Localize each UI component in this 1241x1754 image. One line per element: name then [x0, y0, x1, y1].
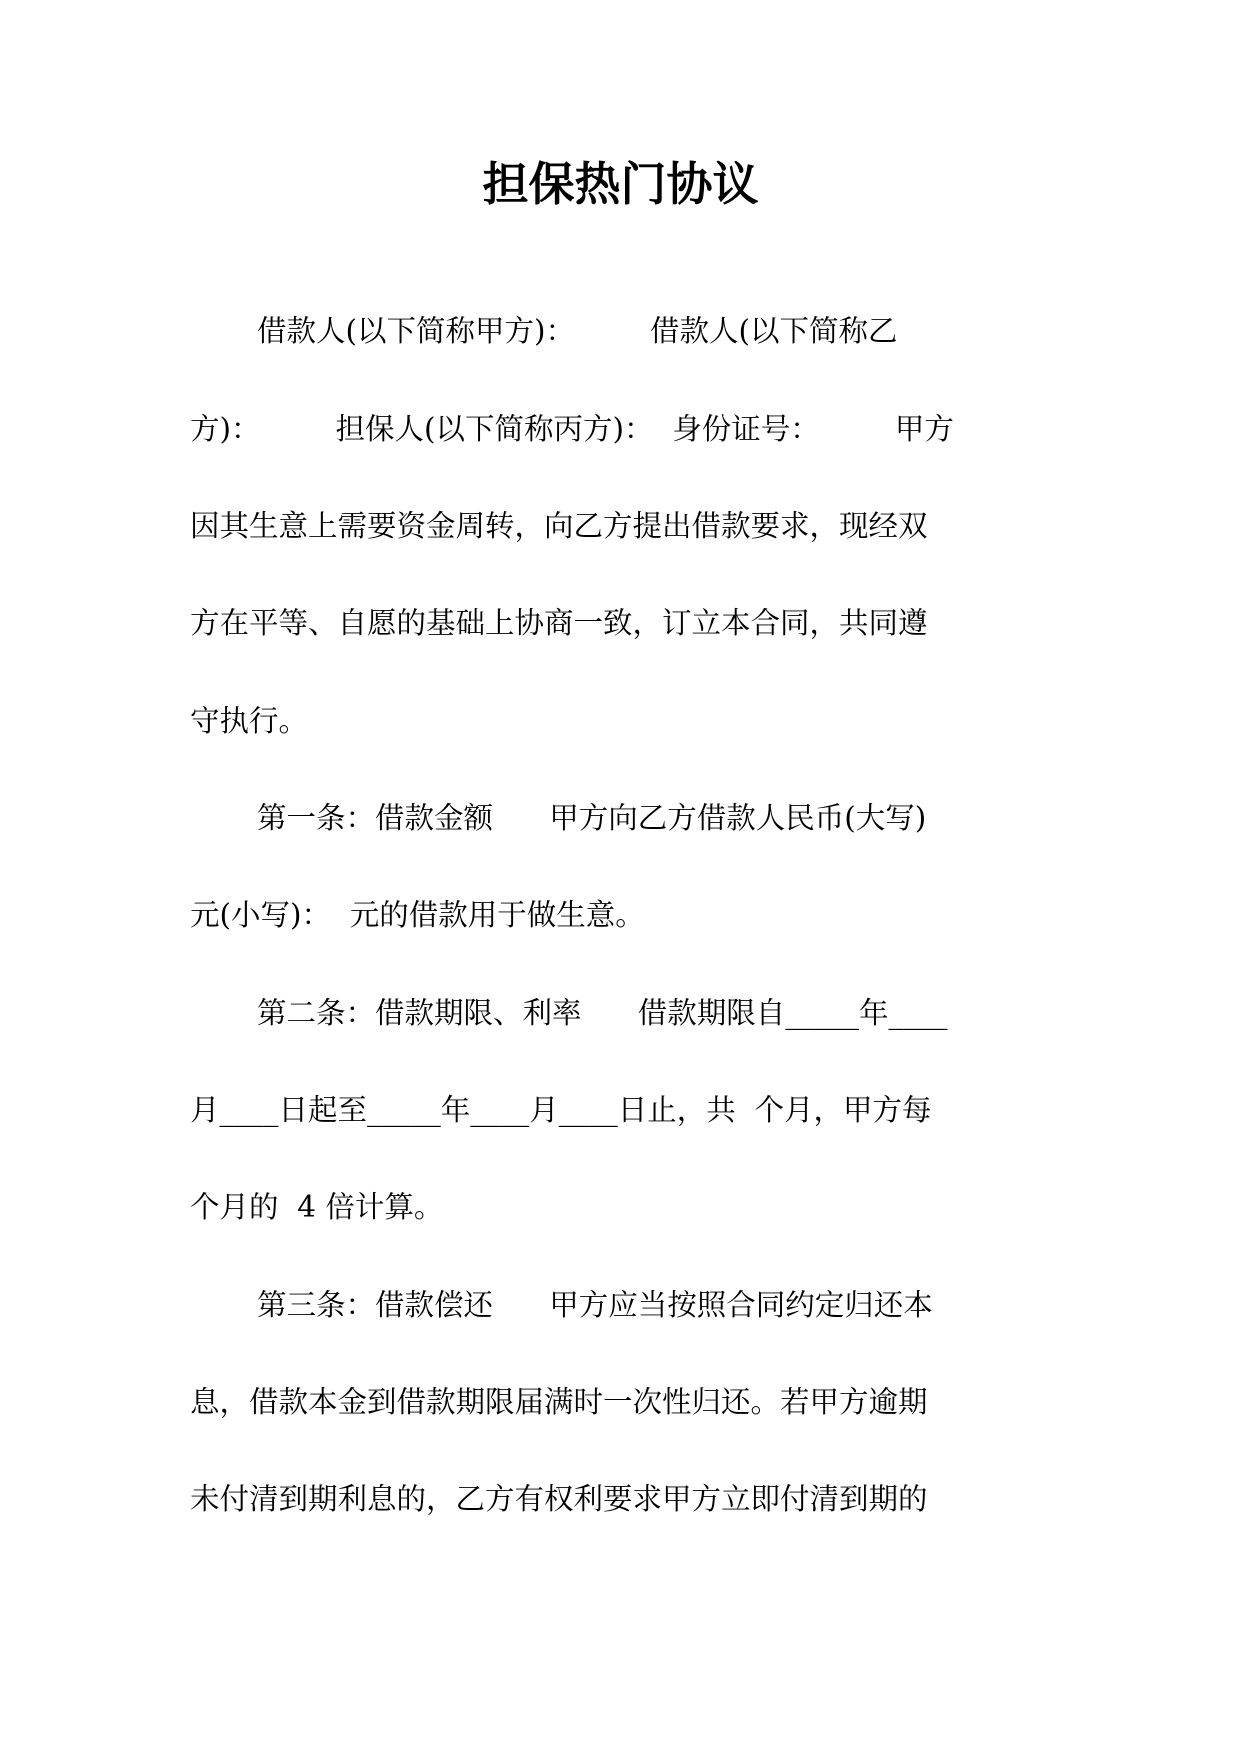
body-line: 第一条：借款金额 甲方向乙方借款人民币(大写) [257, 801, 927, 835]
body-line: 未付清到期利息的，乙方有权利要求甲方立即付清到期的 [190, 1482, 928, 1516]
body-line: 方在平等、自愿的基础上协商一致，订立本合同，共同遵 [190, 606, 928, 640]
body-line: 第三条：借款偿还 甲方应当按照合同约定归还本 [257, 1288, 933, 1322]
body-line: 守执行。 [190, 704, 309, 738]
body-line: 月____日起至_____年____月____日止，共 个月，甲方每 [190, 1093, 932, 1127]
body-line: 方)： 担保人(以下简称丙方)： 身份证号： 甲方 [190, 412, 954, 446]
body-line: 第二条：借款期限、利率 借款期限自_____年____ [257, 996, 948, 1030]
body-line: 息，借款本金到借款期限届满时一次性归还。若甲方逾期 [190, 1385, 928, 1419]
document-title: 担保热门协议 [482, 157, 759, 211]
body-line: 借款人(以下简称甲方)： 借款人(以下简称乙 [257, 314, 898, 348]
body-line: 因其生意上需要资金周转，向乙方提出借款要求，现经双 [190, 509, 928, 543]
body-line: 元(小写)： 元的借款用于做生意。 [190, 898, 645, 932]
body-line: 个月的 4 倍计算。 [190, 1190, 444, 1224]
